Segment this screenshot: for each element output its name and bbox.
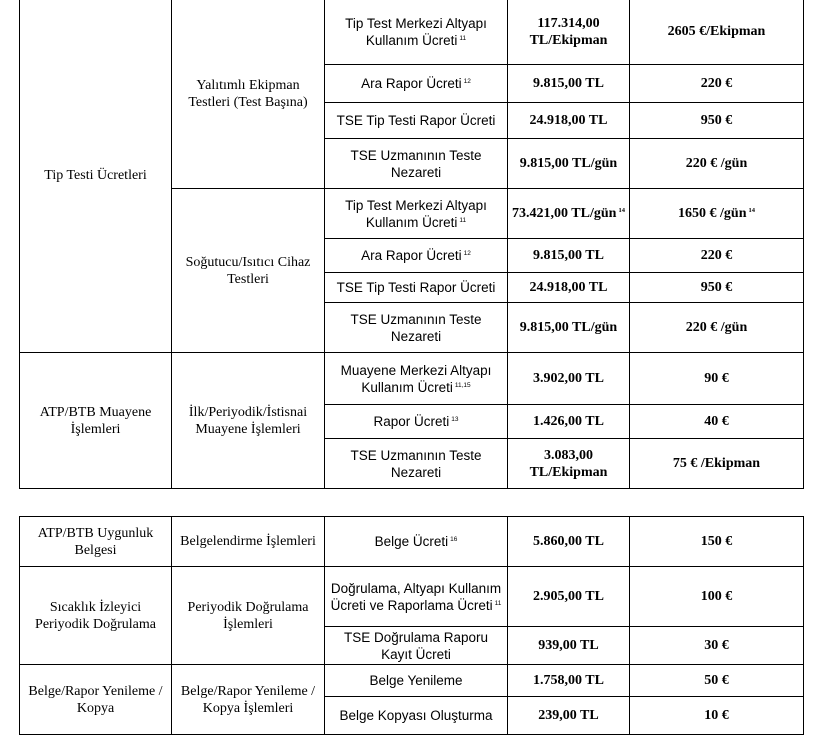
fee-table-type-tests [19, 0, 804, 489]
footnote-marker: 12 [463, 78, 471, 85]
group-cell [172, 353, 325, 489]
price-eur-cell [630, 239, 804, 273]
item-cell-text: Belge Yenileme [369, 673, 463, 688]
group-cell-text: İlk/Periyodik/İstisnai Muayene İşlemleri [188, 404, 308, 437]
table-row [20, 567, 804, 627]
price-tl-cell [508, 697, 630, 735]
price-tl-cell-text: 73.421,00 TL/gün [512, 206, 617, 221]
item-cell [325, 65, 508, 103]
item-cell [325, 665, 508, 697]
price-eur-cell [630, 139, 804, 189]
price-eur-cell [630, 353, 804, 405]
price-tl-cell [508, 239, 630, 273]
price-eur-cell [630, 303, 804, 353]
group-cell-text: Belge/Rapor Yenileme / Kopya İşlemleri [180, 683, 316, 716]
price-eur-cell [630, 627, 804, 665]
price-tl-cell [508, 65, 630, 103]
group-cell-text: Yalıtımlı Ekipman Testleri (Test Başına) [188, 77, 308, 110]
item-cell [325, 697, 508, 735]
item-cell [325, 627, 508, 665]
price-tl-cell-text: 9.815,00 TL [533, 248, 604, 263]
group-cell [172, 0, 325, 189]
price-eur-cell [630, 567, 804, 627]
item-cell [325, 439, 508, 489]
item-cell [325, 353, 508, 405]
price-eur-cell-text: 10 € [704, 708, 729, 723]
item-cell-text: TSE Doğrulama Raporu Kayıt Ücreti [343, 629, 489, 662]
price-eur-cell-text: 220 € /gün [685, 320, 748, 335]
price-tl-cell [508, 0, 630, 65]
price-tl-cell-text: 9.815,00 TL/gün [519, 320, 618, 335]
table-row [20, 517, 804, 567]
item-cell [325, 239, 508, 273]
price-tl-cell [508, 189, 630, 239]
item-cell [325, 273, 508, 303]
price-eur-cell-text: 40 € [704, 414, 729, 429]
price-eur-cell-text: 950 € [700, 280, 733, 295]
price-tl-cell [508, 103, 630, 139]
item-cell-text: Belge Kopyası Oluşturma [339, 708, 493, 723]
item-cell-text: Doğrulama, Altyapı Kullanım Ücreti ve Raporlama Ücreti [330, 580, 502, 613]
price-eur-cell-text: 90 € [704, 371, 729, 386]
price-eur-cell-text: 220 € [700, 248, 733, 263]
price-tl-cell-text: 117.314,00 TL/Ekipman [529, 15, 608, 48]
table-row [20, 0, 804, 65]
item-cell-text: TSE Tip Testi Rapor Ücreti [336, 113, 496, 128]
footnote-marker: 12 [463, 250, 471, 257]
item-cell [325, 103, 508, 139]
category-cell [20, 0, 172, 353]
price-eur-cell [630, 65, 804, 103]
price-eur-cell [630, 103, 804, 139]
footnote-marker: 13 [451, 416, 459, 423]
item-cell [325, 0, 508, 65]
price-tl-cell-text: 3.902,00 TL [533, 371, 604, 386]
group-cell [172, 189, 325, 353]
fee-table-certificates [19, 516, 804, 735]
price-tl-cell-text: 1.426,00 TL [533, 414, 604, 429]
price-tl-cell-text: 939,00 TL [538, 638, 599, 653]
category-cell [20, 353, 172, 489]
footnote-marker: 16 [450, 536, 458, 543]
item-cell [325, 189, 508, 239]
item-cell [325, 139, 508, 189]
price-eur-cell-text: 30 € [704, 638, 729, 653]
price-tl-cell [508, 439, 630, 489]
item-cell-text: TSE Uzmanının Teste Nezareti [350, 447, 482, 480]
table-row [20, 665, 804, 697]
item-cell-text: TSE Uzmanının Teste Nezareti [350, 311, 482, 344]
price-eur-cell-text: 220 € [700, 76, 733, 91]
footnote-marker: 11 [459, 216, 467, 224]
item-cell [325, 303, 508, 353]
price-eur-cell [630, 439, 804, 489]
footnote-marker: 11,15 [454, 381, 471, 389]
group-cell [172, 665, 325, 735]
price-eur-cell-text: 220 € /gün [685, 156, 748, 171]
price-eur-cell-text: 100 € [700, 589, 733, 604]
price-tl-cell-text: 9.815,00 TL [533, 76, 604, 91]
item-cell-text: TSE Tip Testi Rapor Ücreti [336, 280, 496, 295]
price-tl-cell [508, 517, 630, 567]
item-cell-text: Ara Rapor Ücreti [361, 248, 462, 263]
category-cell-text: Belge/Rapor Yenileme / Kopya [28, 683, 163, 716]
price-eur-cell-text: 2605 €/Ekipman [667, 24, 766, 39]
footnote-marker: 11 [459, 34, 467, 42]
price-tl-cell [508, 627, 630, 665]
price-tl-cell [508, 405, 630, 439]
group-cell-text: Soğutucu/Isıtıcı Cihaz Testleri [185, 254, 311, 287]
item-cell-text: TSE Uzmanının Teste Nezareti [350, 147, 482, 180]
price-eur-cell-text: 1650 € /gün [678, 206, 747, 221]
group-cell-text: Periyodik Doğrulama İşlemleri [187, 599, 309, 632]
price-eur-cell [630, 405, 804, 439]
price-eur-cell-text: 50 € [704, 673, 729, 688]
item-cell [325, 567, 508, 627]
group-cell [172, 567, 325, 665]
price-eur-cell [630, 189, 804, 239]
category-cell-text: ATP/BTB Uygunluk Belgesi [37, 525, 154, 558]
price-eur-cell-text: 75 € /Ekipman [672, 456, 761, 471]
group-cell-text: Belgelendirme İşlemleri [180, 534, 316, 549]
category-cell-text: Sıcaklık İzleyici Periyodik Doğrulama [35, 599, 156, 632]
item-cell-text: Muayene Merkezi Altyapı Kullanım Ücreti [340, 362, 492, 395]
price-eur-cell [630, 665, 804, 697]
price-tl-cell-text: 1.758,00 TL [533, 673, 604, 688]
price-eur-cell-text: 950 € [700, 113, 733, 128]
price-tl-cell [508, 139, 630, 189]
category-cell [20, 665, 172, 735]
price-tl-cell-text: 24.918,00 TL [529, 113, 608, 128]
price-tl-cell [508, 665, 630, 697]
price-tl-cell [508, 353, 630, 405]
category-cell-text: Tip Testi Ücretleri [44, 168, 147, 183]
price-tl-cell-text: 24.918,00 TL [529, 280, 608, 295]
price-eur-cell [630, 273, 804, 303]
price-tl-cell-text: 239,00 TL [538, 708, 599, 723]
category-cell-text: ATP/BTB Muayene İşlemleri [39, 404, 152, 437]
price-tl-cell-text: 2.905,00 TL [533, 589, 604, 604]
price-eur-cell [630, 517, 804, 567]
footnote-marker: 14 [748, 207, 755, 214]
group-cell [172, 517, 325, 567]
price-tl-cell [508, 567, 630, 627]
item-cell-text: Ara Rapor Ücreti [361, 76, 462, 91]
item-cell [325, 517, 508, 567]
item-cell-text: Tip Test Merkezi Altyapı Kullanım Ücreti [345, 15, 487, 48]
price-eur-cell [630, 697, 804, 735]
price-tl-cell [508, 303, 630, 353]
price-tl-cell-text: 5.860,00 TL [533, 534, 604, 549]
price-eur-cell-text: 150 € [700, 534, 733, 549]
footnote-marker: 14 [618, 207, 625, 214]
price-tl-cell-text: 3.083,00 TL/Ekipman [529, 447, 608, 480]
category-cell [20, 517, 172, 567]
item-cell-text: Rapor Ücreti [373, 414, 450, 429]
item-cell-text: Tip Test Merkezi Altyapı Kullanım Ücreti [345, 197, 487, 230]
price-eur-cell [630, 0, 804, 65]
item-cell [325, 405, 508, 439]
price-tl-cell [508, 273, 630, 303]
price-tl-cell-text: 9.815,00 TL/gün [519, 156, 618, 171]
category-cell [20, 567, 172, 665]
table-row [20, 353, 804, 405]
footnote-marker: 11 [494, 599, 502, 607]
item-cell-text: Belge Ücreti [374, 534, 449, 549]
